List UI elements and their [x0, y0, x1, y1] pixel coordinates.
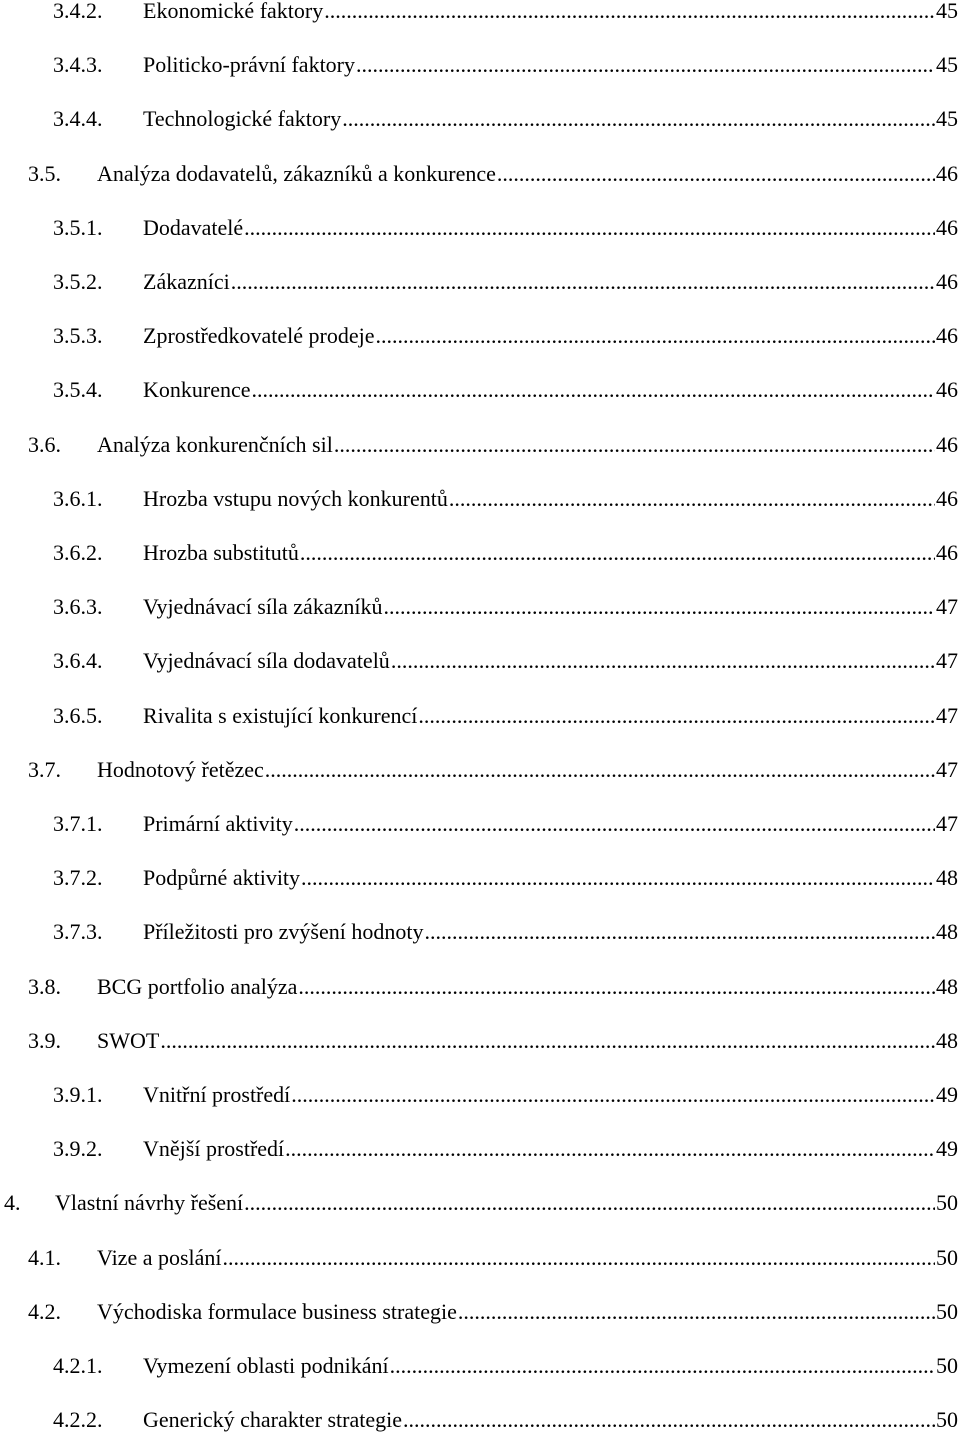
toc-leader-dots — [383, 594, 935, 620]
toc-entry-page: 45 — [936, 0, 958, 23]
toc-entry-number: 3.5. — [28, 160, 61, 186]
toc-entry-page: 50 — [936, 1244, 958, 1270]
toc-leader-dots — [418, 703, 935, 729]
toc-entry-number: 3.6.4. — [53, 648, 103, 674]
toc-entry[interactable] — [53, 215, 958, 251]
toc-entry-number: 3.8. — [28, 973, 61, 999]
toc-entry-title: Ekonomické faktory — [143, 0, 324, 23]
toc-entry-title: Vyjednávací síla zákazníků — [143, 594, 383, 620]
toc-leader-dots — [497, 161, 935, 187]
toc-entry[interactable] — [53, 811, 958, 847]
toc-entry-title: Dodavatelé — [143, 214, 244, 240]
toc-entry[interactable] — [53, 865, 958, 901]
toc-entry-title: Zprostředkovatelé prodeje — [143, 323, 375, 349]
toc-entry-title: Vyjednávací síla dodavatelů — [143, 648, 390, 674]
toc-entry-page: 46 — [936, 160, 958, 186]
toc-entry-page: 46 — [936, 485, 958, 511]
toc-leader-dots — [390, 1353, 935, 1379]
toc-entry[interactable] — [53, 486, 958, 522]
toc-entry[interactable] — [28, 432, 958, 468]
toc-entry-title: Vymezení oblasti podnikání — [143, 1353, 389, 1378]
toc-entry[interactable] — [53, 919, 958, 955]
toc-entry[interactable] — [4, 1190, 958, 1226]
toc-entry[interactable] — [53, 377, 958, 413]
toc-leader-dots — [252, 377, 935, 403]
toc-entry[interactable] — [53, 703, 958, 739]
toc-entry[interactable] — [28, 1245, 958, 1281]
toc-entry[interactable] — [53, 1407, 958, 1443]
toc-leader-dots — [300, 540, 935, 566]
toc-entry-page: 45 — [936, 106, 958, 132]
toc-entry[interactable] — [28, 1028, 958, 1064]
toc-entry-number: 3.5.2. — [53, 269, 103, 294]
toc-entry-page: 49 — [936, 1136, 958, 1162]
toc-entry-page: 47 — [936, 811, 958, 836]
toc-entry-page: 48 — [936, 865, 958, 891]
toc-entry-page: 46 — [936, 377, 958, 403]
toc-entry[interactable] — [53, 0, 958, 34]
toc-entry-number: 3.9.1. — [53, 1082, 103, 1107]
toc-entry-page: 46 — [936, 540, 958, 565]
toc-entry-title: Rivalita s existující konkurencí — [143, 702, 418, 728]
toc-entry-title: Generický charakter strategie — [143, 1407, 402, 1433]
toc-leader-dots — [376, 323, 935, 349]
toc-entry-number: 4.1. — [28, 1244, 61, 1270]
toc-leader-dots — [244, 215, 935, 241]
toc-entry-page: 50 — [936, 1298, 958, 1324]
toc-leader-dots — [231, 269, 935, 295]
toc-entry[interactable] — [53, 52, 958, 88]
toc-leader-dots — [160, 1028, 935, 1054]
toc-entry-title: Vnější prostředí — [143, 1136, 285, 1162]
toc-entry[interactable] — [53, 1082, 958, 1118]
toc-entry-number: 3.6.3. — [53, 594, 103, 620]
toc-entry-title: Technologické faktory — [143, 106, 342, 132]
toc-entry-title: Příležitosti pro zvýšení hodnoty — [143, 919, 424, 945]
toc-leader-dots — [424, 919, 935, 945]
toc-leader-dots — [285, 1136, 935, 1162]
toc-entry-page: 47 — [936, 702, 958, 728]
toc-entry-title: Vize a poslání — [97, 1244, 222, 1270]
toc-entry-title: Analýza konkurenčních sil — [97, 431, 333, 457]
toc-entry[interactable] — [53, 323, 958, 359]
toc-entry-page: 49 — [936, 1082, 958, 1107]
toc-entry-number: 3.6.2. — [53, 540, 103, 565]
toc-entry-number: 4.2.1. — [53, 1353, 103, 1378]
toc-entry-page: 48 — [936, 919, 958, 945]
toc-entry[interactable] — [53, 269, 958, 305]
toc-entry-title: BCG portfolio analýza — [97, 973, 298, 999]
toc-entry-page: 46 — [936, 269, 958, 294]
toc-entry[interactable] — [53, 106, 958, 142]
toc-leader-dots — [244, 1190, 935, 1216]
toc-leader-dots — [403, 1407, 935, 1433]
toc-entry[interactable] — [53, 1136, 958, 1172]
toc-entry[interactable] — [28, 161, 958, 197]
toc-leader-dots — [334, 432, 935, 458]
toc-entry-title: Politicko-právní faktory — [143, 52, 356, 78]
toc-entry-number: 4.2. — [28, 1298, 61, 1324]
toc-entry[interactable] — [28, 1299, 958, 1335]
toc-entry-number: 3.5.1. — [53, 214, 103, 240]
toc-entry-title: Podpůrné aktivity — [143, 865, 301, 891]
toc-entry-number: 3.4.3. — [53, 52, 103, 78]
toc-entry-title: SWOT — [97, 1027, 160, 1053]
toc-entry[interactable] — [28, 974, 958, 1010]
toc-leader-dots — [324, 0, 935, 24]
toc-leader-dots — [356, 52, 935, 78]
toc-entry[interactable] — [28, 757, 958, 793]
toc-entry[interactable] — [53, 1353, 958, 1389]
toc-entry[interactable] — [53, 594, 958, 630]
toc-entry-title: Analýza dodavatelů, zákazníků a konkurence — [97, 160, 496, 186]
toc-entry-number: 3.5.4. — [53, 377, 103, 403]
toc-entry-title: Hrozba vstupu nových konkurentů — [143, 485, 448, 511]
toc-entry-title: Primární aktivity — [143, 811, 293, 836]
toc-entry-number: 3.7.2. — [53, 865, 103, 891]
toc-leader-dots — [342, 106, 935, 132]
toc-entry[interactable] — [53, 648, 958, 684]
toc-entry-number: 4.2.2. — [53, 1407, 103, 1433]
toc-entry-page: 46 — [936, 323, 958, 349]
toc-entry-page: 47 — [936, 648, 958, 674]
toc-entry-title: Východiska formulace business strategie — [97, 1298, 457, 1324]
toc-entry-number: 3.9. — [28, 1027, 61, 1053]
toc-leader-dots — [294, 811, 935, 837]
toc-leader-dots — [298, 974, 935, 1000]
toc-entry-title: Zákazníci — [143, 269, 230, 294]
toc-leader-dots — [449, 486, 935, 512]
toc-entry-page: 46 — [936, 214, 958, 240]
toc-entry-page: 48 — [936, 1027, 958, 1053]
toc-entry-page: 47 — [936, 756, 958, 782]
toc-entry-number: 3.7. — [28, 756, 61, 782]
toc-entry-page: 50 — [936, 1190, 958, 1216]
toc-entry-page: 50 — [936, 1353, 958, 1378]
toc-entry-page: 50 — [936, 1407, 958, 1433]
toc-entry-number: 3.7.3. — [53, 919, 103, 945]
toc-entry-title: Konkurence — [143, 377, 251, 403]
toc-entry-number: 3.9.2. — [53, 1136, 103, 1162]
toc-leader-dots — [265, 757, 935, 783]
toc-entry-number: 3.7.1. — [53, 811, 103, 836]
toc-entry-number: 3.4.4. — [53, 106, 103, 132]
toc-leader-dots — [223, 1245, 935, 1271]
toc-entry-number: 3.4.2. — [53, 0, 103, 23]
toc-entry-number: 4. — [4, 1190, 21, 1216]
toc-entry-page: 47 — [936, 594, 958, 620]
toc-entry-number: 3.6.5. — [53, 702, 103, 728]
toc-entry[interactable] — [53, 540, 958, 576]
toc-leader-dots — [458, 1299, 935, 1325]
toc-entry-title: Hrozba substitutů — [143, 540, 299, 565]
toc-leader-dots — [291, 1082, 935, 1108]
toc-leader-dots — [391, 648, 935, 674]
toc-entry-number: 3.6.1. — [53, 485, 103, 511]
toc-entry-page: 46 — [936, 431, 958, 457]
toc-entry-number: 3.6. — [28, 431, 61, 457]
toc-entry-title: Hodnotový řetězec — [97, 756, 264, 782]
toc-entry-title: Vnitřní prostředí — [143, 1082, 291, 1107]
toc-entry-page: 48 — [936, 973, 958, 999]
toc-entry-page: 45 — [936, 52, 958, 78]
toc-entry-number: 3.5.3. — [53, 323, 103, 349]
toc-leader-dots — [301, 865, 935, 891]
toc-entry-title: Vlastní návrhy řešení — [55, 1190, 244, 1216]
